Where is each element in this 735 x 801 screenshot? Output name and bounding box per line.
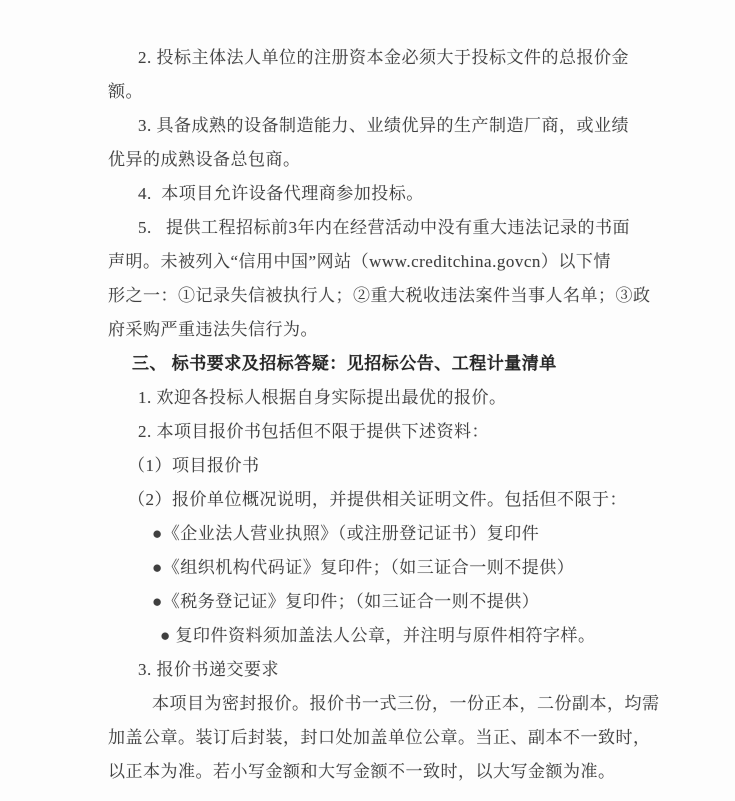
document-text-block	[108, 38, 660, 786]
subitem-project-quotation: （1）项目报价书	[128, 455, 260, 475]
clause-no-violation-line2: 声明。未被列入“信用中国”网站（www.creditchina.govcn）以下情	[108, 251, 611, 271]
para-sealed-quotation-line2: 加盖公章。装订后封装，封口处加盖单位公章。当正、副本不一致时，	[108, 727, 651, 747]
clause-registered-capital-line1: 2. 投标主体法人单位的注册资本金必须大于投标文件的总报价金	[138, 47, 629, 67]
bullet-business-license: ●《企业法人营业执照》（或注册登记证书）复印件	[152, 523, 540, 543]
bullet-org-code-cert: ●《组织机构代码证》复印件；（如三证合一则不提供）	[152, 557, 575, 577]
item-submission-requirement: 3. 报价书递交要求	[138, 659, 279, 679]
clause-no-violation-line4: 府采购严重违法失信行为。	[108, 319, 318, 339]
clause-no-violation-line3: 形之一：①记录失信被执行人；②重大税收违法案件当事人名单；③政	[108, 285, 651, 305]
section-heading-three: 三、 标书要求及招标答疑：见招标公告、工程计量清单	[132, 353, 557, 373]
bullet-tax-cert: ●《税务登记证》复印件；（如三证合一则不提供）	[152, 591, 540, 611]
item-best-offer: 1. 欢迎各投标人根据自身实际提出最优的报价。	[138, 387, 507, 407]
bullet-copy-seal: ● 复印件资料须加盖法人公章，并注明与原件相符字样。	[160, 625, 596, 645]
item-quotation-materials: 2. 本项目报价书包括但不限于提供下述资料：	[138, 421, 489, 441]
clause-registered-capital-line2: 额。	[108, 81, 143, 101]
para-sealed-quotation-line1: 本项目为密封报价。报价书一式三份，一份正本，二份副本，均需	[152, 693, 660, 713]
clause-manufacturer-line2: 优异的成熟设备总包商。	[108, 149, 301, 169]
para-sealed-quotation-line3: 以正本为准。若小写金额和大写金额不一致时，以大写金额为准。	[108, 761, 616, 781]
clause-manufacturer-line1: 3. 具备成熟的设备制造能力、业绩优异的生产制造厂商，或业绩	[138, 115, 629, 135]
subitem-company-profile: （2）报价单位概况说明，并提供相关证明文件。包括但不限于：	[128, 489, 627, 509]
clause-no-violation-line1: 5. 提供工程招标前3年内在经营活动中没有重大违法记录的书面	[138, 217, 630, 237]
clause-agent-allowed: 4. 本项目允许设备代理商参加投标。	[138, 183, 424, 203]
